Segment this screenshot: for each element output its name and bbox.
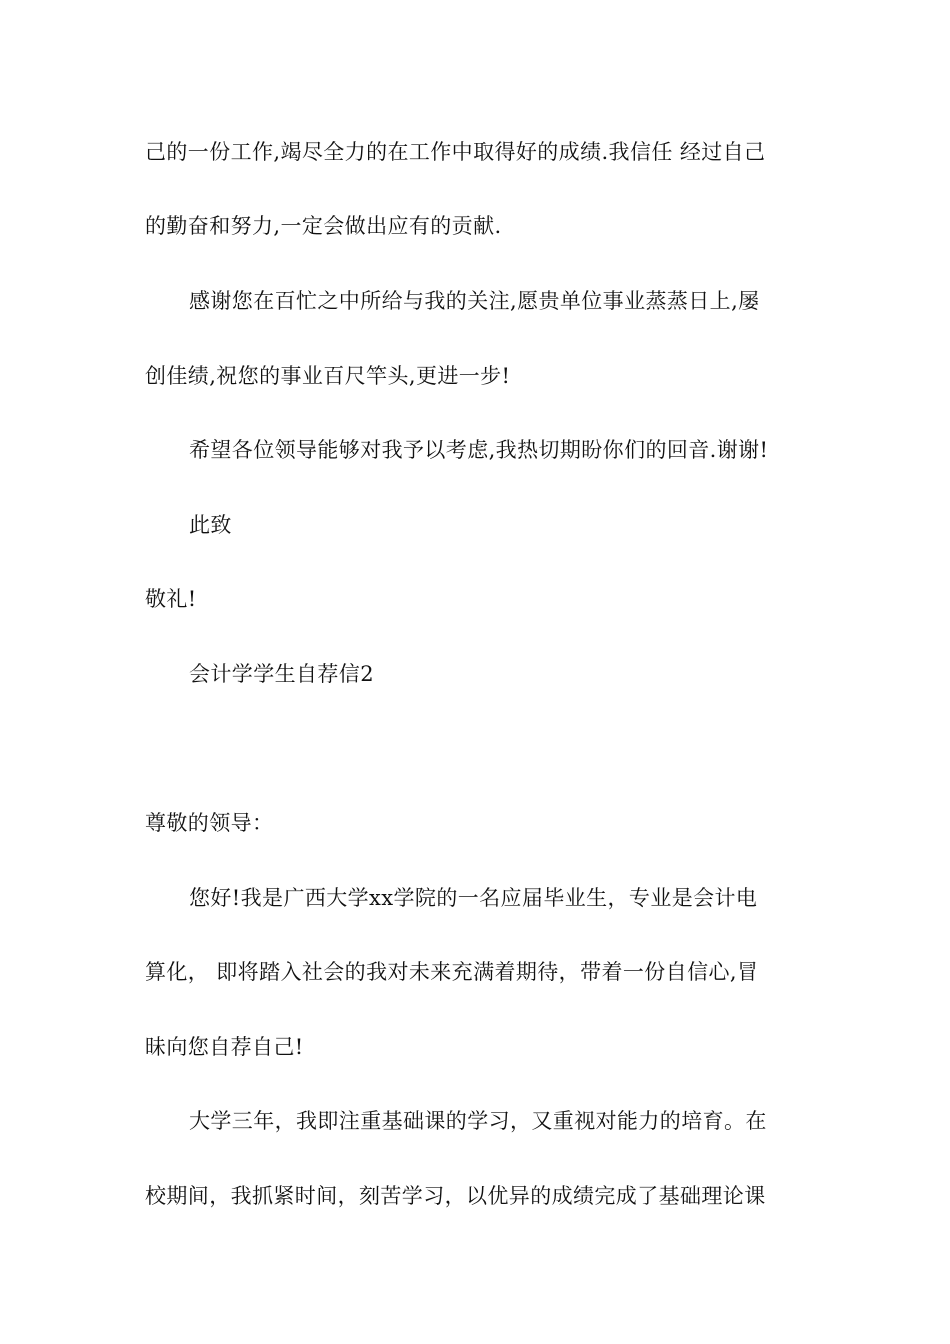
paragraph-line: 算化， 即将踏入社会的我对未来充满着期待，带着一份自信心,冒: [145, 960, 759, 984]
salutation: 尊敬的领导：: [145, 811, 274, 835]
paragraph-line: 大学三年，我即注重基础课的学习，又重视对能力的培育。在: [189, 1109, 767, 1133]
paragraph-line: 的勤奋和努力,一定会做出应有的贡献.: [145, 214, 502, 238]
paragraph-line: 昧向您自荐自己!: [145, 1035, 304, 1059]
paragraph-line: 感谢您在百忙之中所给与我的关注,愿贵单位事业蒸蒸日上,屡: [189, 289, 760, 313]
paragraph-line: 您好!我是广西大学xx学院的一名应届毕业生，专业是会计电: [189, 886, 758, 910]
paragraph-line: 创佳绩,祝您的事业百尺竿头,更进一步!: [145, 364, 511, 388]
closing-line: 此致: [189, 513, 232, 537]
paragraph-line: 己的一份工作,竭尽全力的在工作中取得好的成绩.我信任 经过自己: [145, 140, 766, 164]
closing-salutation: 敬礼!: [145, 587, 197, 611]
paragraph-line: 希望各位领导能够对我予以考虑,我热切期盼你们的回音.谢谢!: [189, 438, 769, 462]
paragraph-line: 校期间，我抓紧时间，刻苦学习，以优异的成绩完成了基础理论课: [145, 1184, 766, 1208]
section-title: 会计学学生自荐信2: [189, 662, 374, 686]
